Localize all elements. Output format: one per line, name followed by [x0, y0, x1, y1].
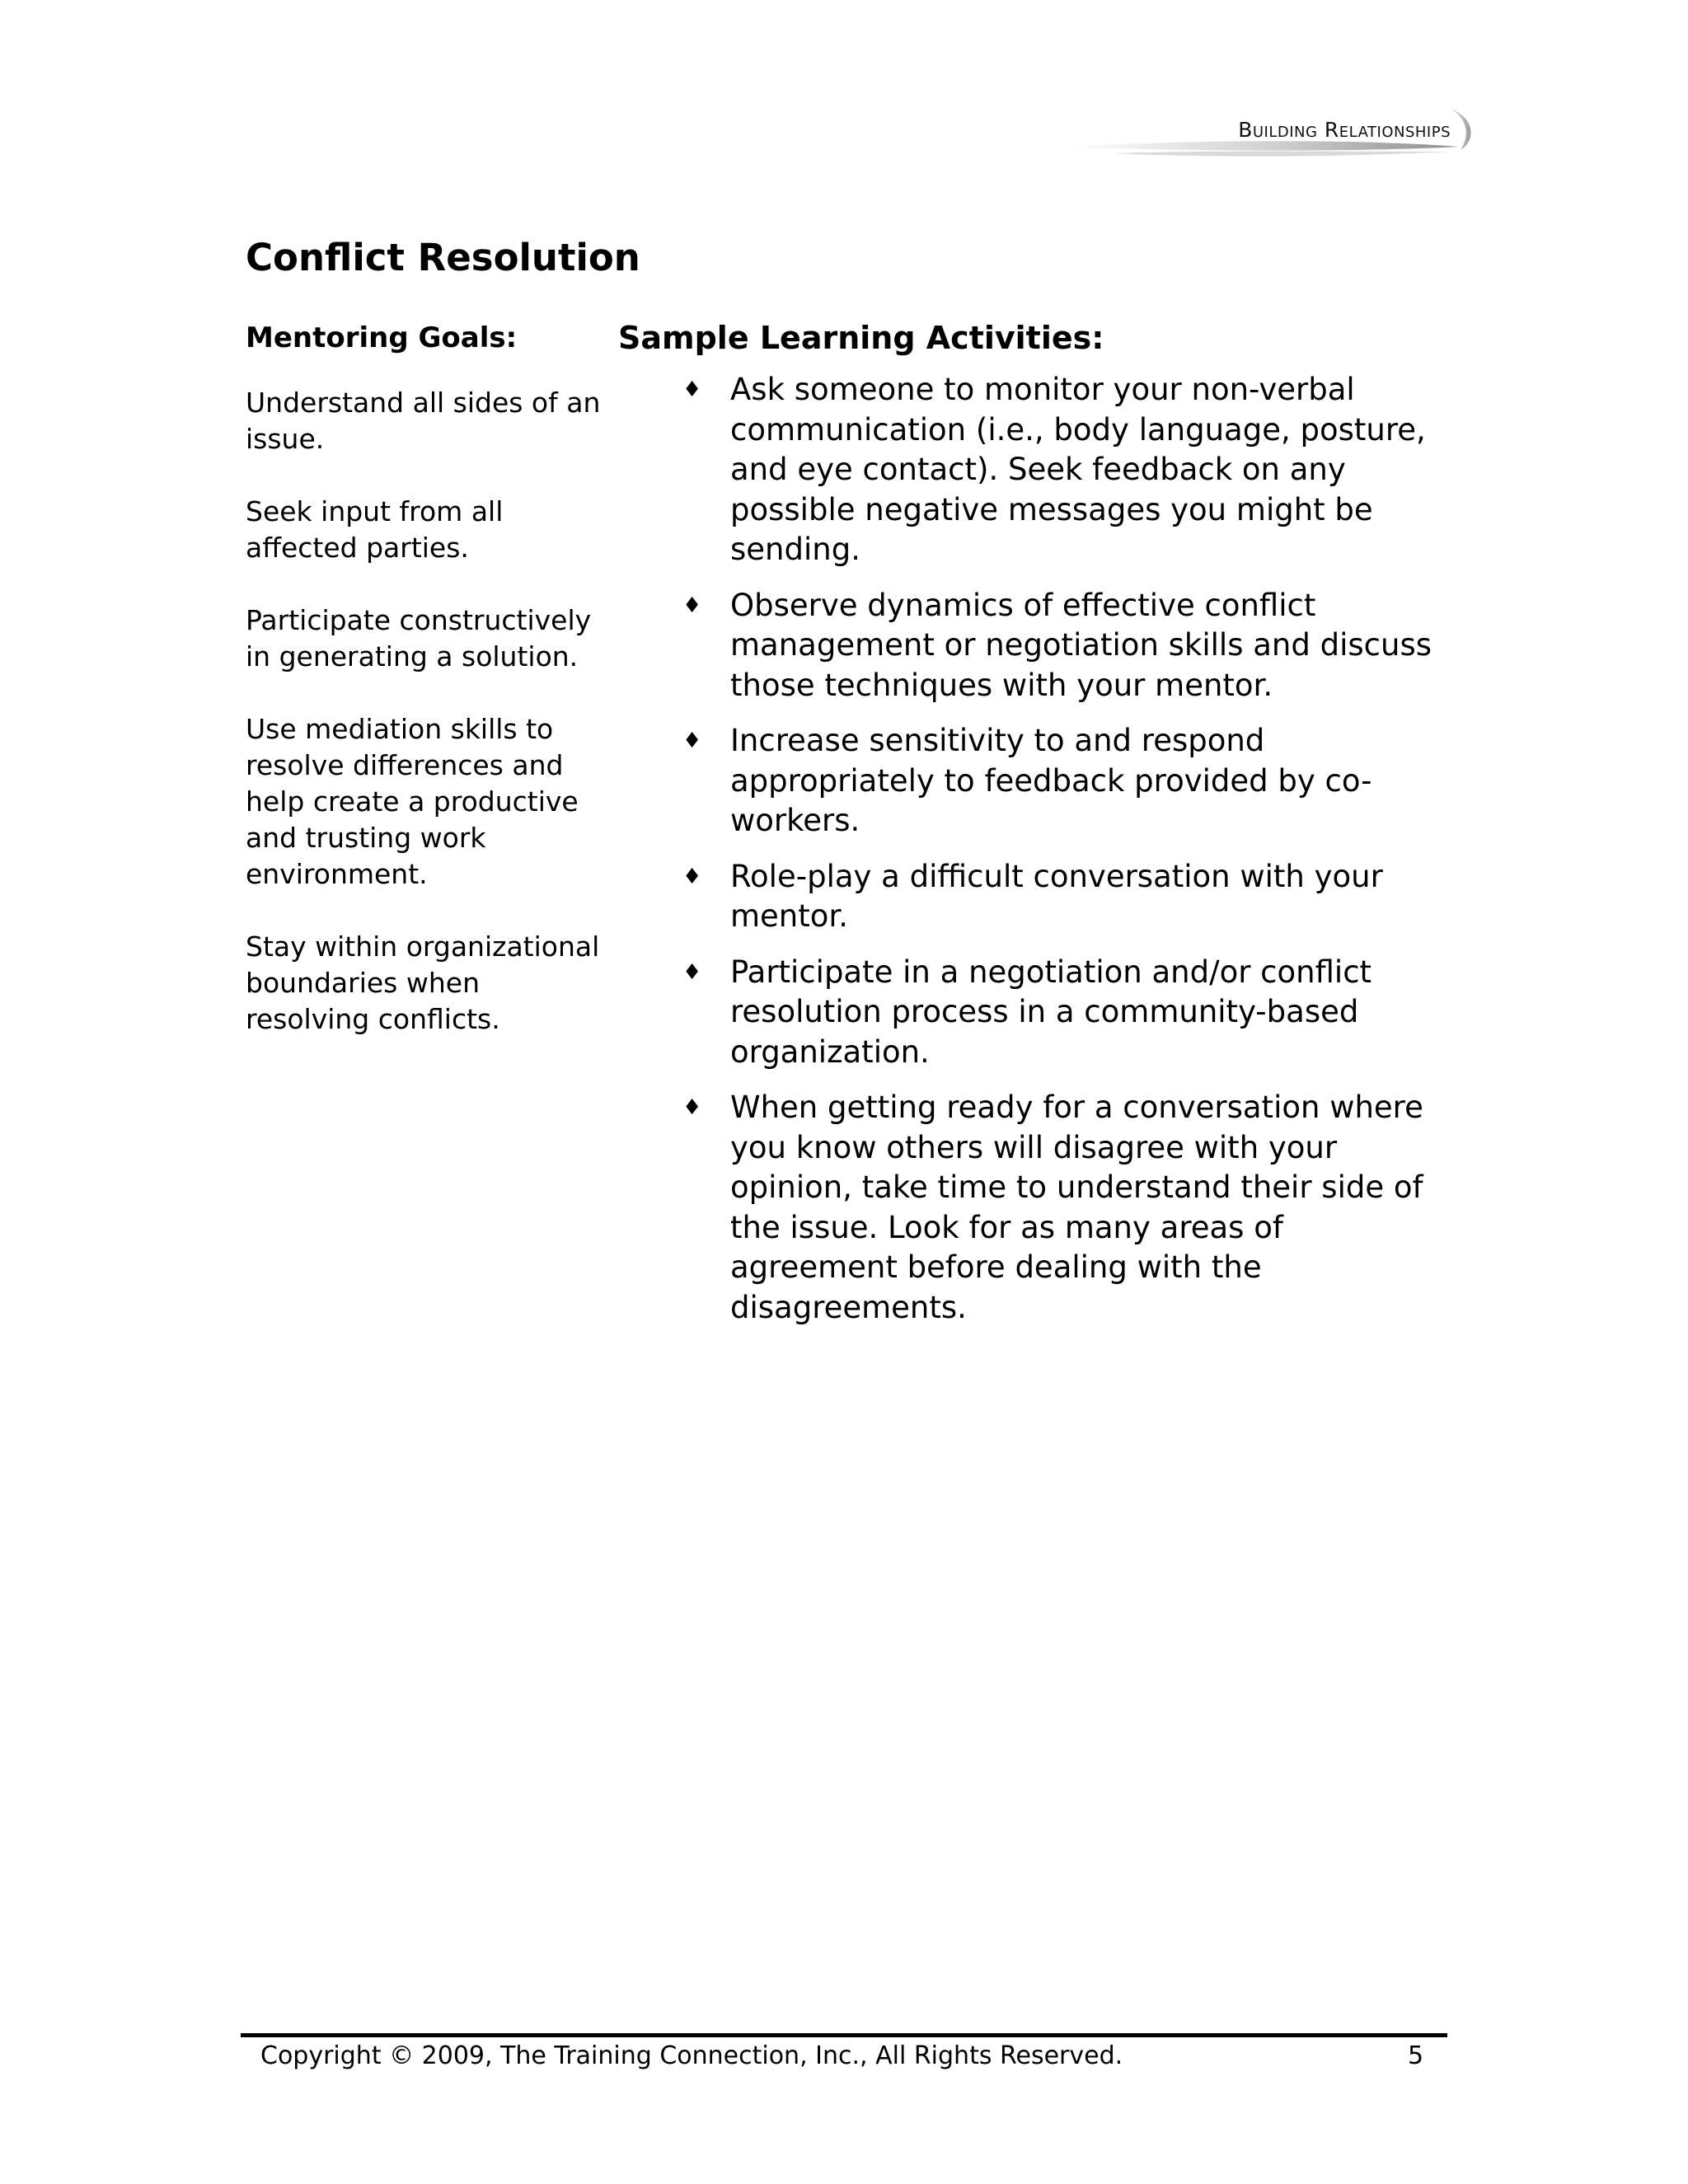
activity-text: Ask someone to monitor your non-verbal communication (i.e., body language, posture, and eye contact). Seek feedback on any possible negative messages you might be sending. — [730, 372, 1426, 567]
copyright-notice: Copyright © 2009, The Training Connection, Inc., All Rights Reserved. — [260, 2041, 1123, 2070]
goal-item: Seek input from all affected parties. — [246, 495, 504, 564]
activity-item — [618, 370, 1451, 570]
mentoring-goals-heading: Mentoring Goals: — [246, 321, 518, 354]
diamond-bullet-icon: ♦ — [682, 864, 702, 889]
footer-divider — [241, 2033, 1447, 2037]
goal-item: Stay within organizational boundaries when resolving conflicts. — [246, 930, 600, 1035]
section-label: Building Relationships — [1238, 118, 1451, 142]
activity-text: Participate in a negotiation and/or conflict resolution process in a community-based organization. — [730, 954, 1372, 1070]
goal-item: Use mediation skills to resolve differences and help create a productive and trusting work environment. — [246, 713, 579, 890]
learning-activities-heading: Sample Learning Activities: — [618, 320, 1104, 356]
learning-activities-column — [618, 320, 1451, 1343]
activity-item — [618, 857, 1451, 937]
activity-text: When getting ready for a conversation where you know others will disagree with your opinion, take time to understand their side of the issue. Look for as many areas of agreement before dealing with the disagreements. — [730, 1090, 1423, 1325]
activity-item — [618, 586, 1451, 706]
activity-text: Increase sensitivity to and respond appropriately to feedback provided by co-workers. — [730, 723, 1372, 838]
activity-text: Role-play a difficult conversation with your mentor. — [730, 858, 1383, 934]
page-title: Conflict Resolution — [246, 236, 640, 279]
activity-item — [618, 953, 1451, 1073]
activity-list — [618, 370, 1451, 1328]
diamond-bullet-icon: ♦ — [682, 593, 702, 618]
activity-item — [618, 721, 1451, 841]
diamond-bullet-icon: ♦ — [682, 959, 702, 985]
page-number: 5 — [1408, 2041, 1424, 2070]
diamond-bullet-icon: ♦ — [682, 1095, 702, 1120]
activity-text: Observe dynamics of effective conflict management or negotiation skills and discuss those techniques with your mentor. — [730, 587, 1432, 703]
diamond-bullet-icon: ♦ — [682, 377, 702, 402]
goal-item: Understand all sides of an issue. — [246, 387, 601, 455]
goal-item: Participate constructively in generating a solution. — [246, 604, 592, 673]
activity-item — [618, 1088, 1451, 1328]
running-header — [1063, 99, 1484, 181]
mentoring-goals-column — [246, 321, 608, 1074]
diamond-bullet-icon: ♦ — [682, 729, 702, 753]
